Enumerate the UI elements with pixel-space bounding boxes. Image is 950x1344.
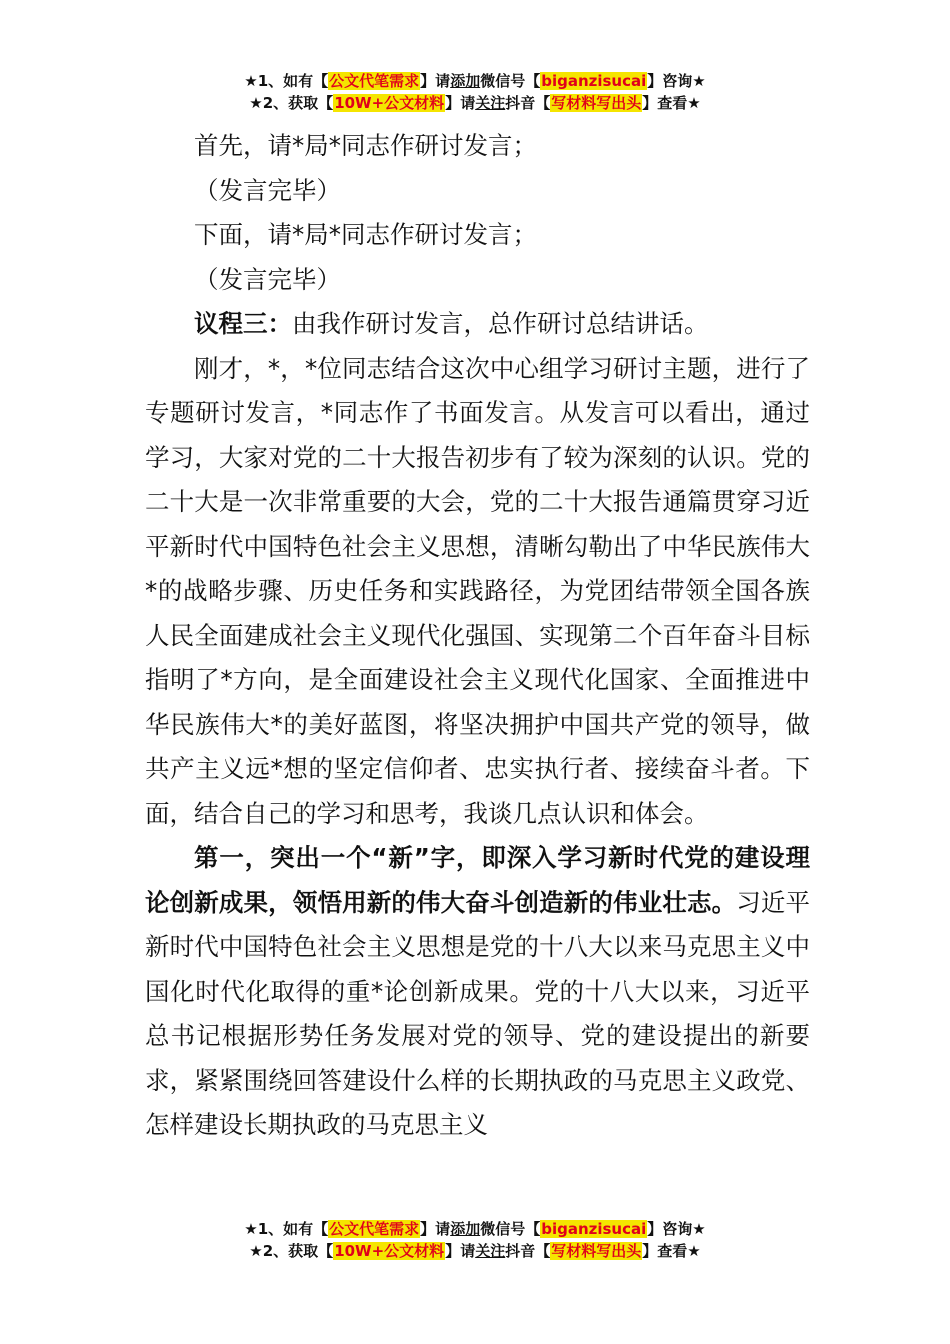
banner-highlight: 10W+公文材料 (334, 94, 445, 112)
paragraph: 首先，请*局*同志作研讨发言； (194, 131, 537, 160)
paragraph: 刚才，*，*位同志结合这次中心组学习研讨主题，进行了专题研讨发言，*同志作了书面发言。从发言可以看出，通过学习，大家对党的二十大报告初步有了较为深刻的认识。党的二十大是一次非常重要的大会，党的二十大报告通篇贯穿习近平新时代中国特色社会主义思想，清晰勾勒出了中华民族伟大*的战略步骤、历史任务和实践路径，为党团结带领全国各族人民全面建成社会主义现代化强国、实现第二个百年奋斗目标指明了*方向，是全面建设社会主义现代化国家、全面推进中华民族伟大*的美好蓝图，将坚决拥护中国共产党的领导，做共产主义远*想的坚定信仰者、忠实执行者、接续奋斗者。下面，结合自己的学习和思考，我谈几点认识和体会。 (145, 353, 810, 828)
paragraph: （发言完毕） (194, 264, 341, 294)
agenda-label: 议程三： (194, 309, 292, 338)
paragraph: 下面，请*局*同志作研讨发言； (194, 220, 537, 249)
banner-highlight: biganzisucai (541, 72, 647, 90)
point-heading: 第一，突出一个“新”字，即深入学习新时代党的建设理论创新成果，领悟用新的伟大奋斗创造新的伟业壮志。 (145, 843, 810, 917)
paragraph-point-one: 第一，突出一个“新”字，即深入学习新时代党的建设理论创新成果，领悟用新的伟大奋斗创造新的伟业壮志。习近平新时代中国特色社会主义思想是党的十八大以来马克思主义中国化时代化取得的重*论创新成果。党的十八大以来，习近平总书记根据形势任务发展对党的领导、党的建设提出的新要求，紧紧围绕回答建设什么样的长期执政的马克思主义政党、怎样建设长期执政的马克思主义 (145, 843, 811, 1139)
document-body (145, 124, 810, 1148)
banner-highlight: 写材料写出头 (551, 1242, 642, 1260)
banner-line-2: ★2、获取【10W+公文材料】请关注抖音【写材料写出头】查看★ (249, 1242, 701, 1260)
banner-line-1: ★1、如有【公文代笔需求】请添加微信号【biganzisucai】咨询★ (244, 1220, 706, 1238)
banner-highlight: 公文代笔需求 (329, 1220, 420, 1238)
footer-banner (0, 1218, 950, 1262)
banner-line-1: ★1、如有【公文代笔需求】请添加微信号【biganzisucai】咨询★ (244, 72, 706, 90)
banner-highlight: 公文代笔需求 (329, 72, 420, 90)
banner-highlight: 写材料写出头 (551, 94, 642, 112)
banner-highlight: biganzisucai (541, 1220, 647, 1238)
banner-line-2: ★2、获取【10W+公文材料】请关注抖音【写材料写出头】查看★ (249, 94, 701, 112)
header-banner (0, 70, 950, 114)
banner-highlight: 10W+公文材料 (334, 1242, 445, 1260)
paragraph-agenda-three: 议程三：由我作研讨发言，总作研讨总结讲话。 (194, 309, 709, 338)
paragraph: （发言完毕） (194, 175, 341, 205)
